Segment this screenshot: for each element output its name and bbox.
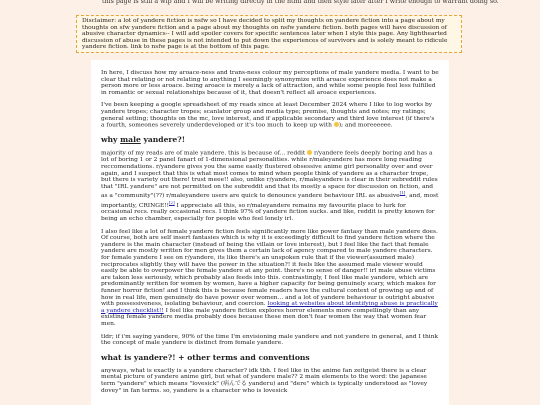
footnote-link-1[interactable]: [1] [399,190,406,196]
reddit-text-c: , and, most importantly, CRINGE!! [101,193,439,209]
abuse-checklist-link[interactable]: looking at websites about identifying abuse is practically a yandere checklist!! [101,301,438,314]
disclaimer-box [76,15,462,53]
heading-why-underlined: male [120,135,141,145]
spreadsheet-paragraph [101,102,439,129]
footnote-link-2[interactable]: [2] [168,199,175,205]
main-content [91,60,449,405]
reddit-text-a: majority of my reads are of male yandere. this is because of... reddit [101,150,308,157]
reddit-text-b: r/yandere feels deeply boring and has a lot of boring 1 or 2 panel fanart of 1-dimensional personalities. while r/maleyandere has more long reading reccomendations. r/yandere gives you the same easily flustered obsessive anime girl personality over and over again, and I suspect that this is what most comes to mind when people think of yandere as a character trope, but there is variety out there! trust meee!! also, unlike r/yandere, r/maleyandere is clear in their subreddit rules that "IRL yandere" are not permitted on the subreddit and that its mostly a space for discussion on fiction, and as a "community"(??) r/maleyandere users are quick to denounce yandere behaviour IRL as abusive [101,150,438,200]
spreadsheet-text-end: ); and moreeeeee. [338,122,393,129]
power-fantasy-paragraph [101,229,439,328]
power-fantasy-text-a: I also feel like a lot of female yandere fiction feels significantly more like power fantasy than male yandere does. Of course, both are self insert fantasies which is why it is exceedingly difficult to find yandere fiction where the yandere is the main character (instead of being the villain or love interest), but I feel like the fact that female yandere are mostly written for men gives them a certain lack of agency compared to male yandere characters. for female yandere I see on r/yandere, its like there's an unspoken rule that if the viewer(assumed male) reciprocates slightly they will have the power in the situation?! it feels like the assumed male viewer would easily be able to overpower the female yandere at any point. there's no sense of danger!! irl male abuse victims are taken less seriously, which probably also feeds into this. contrastingly, I feel like male yandere, which are predominantly written for women by women, have a higher capacity for being genuinely scary, which makes for funner horror fiction! and I think this is because female readers have the cultural context of growing up and of how in real life, men genuinely do have power over women... and a lot of yandere behaviour is outright abusive with possessiveness, isolating behaviour, and coercion. [101,228,438,308]
heading-what-is-yandere: what is yandere?! + other terms and conventions [101,352,310,362]
top-note-text: this page is still a wip and I will be writing directly in the html and then style later after I write enough to warrant doing so. [102,0,499,5]
disclaimer-text: Disclaimer: a lot of yandere fiction is nsfw so I have decided to split my thoughts on yandere fiction into a page about my thoughts on sfw yandere fiction and a page about my thoughts on nsfw yandere fiction. both pages will have discussion of abusive character dynamics-- I will add spoiler covers for specific sentences later when I style this page. Any lighthearted discussion of abuse in these pages is not intended to put down the experiences of survivors and is solely meant to ridicule yandere fiction. link to nsfw page is at the bottom of this page. [82,18,448,50]
tldr-paragraph: tldr; if i'm saying yandere, 90% of the time I'm envisioning male yandere and not yandere in general, and I think the concept of male yandere is distinct from female yandere. [101,333,439,347]
top-note [0,0,540,8]
spreadsheet-text: I've been keeping a google spreadsheet of my reads since at least December 2024 where I like to log works by yandere tropes; character tropes; scanlator group and media type; premise, thoughts and notes; my ratings; general setting; thoughts on the mc, love interest, and if applicable secondary and third love interest (if there's a fourth, someones severely underdeveloped or it's too much to keep up with [101,102,435,129]
intro-paragraph: In here, I discuss how my aroace-ness and trans-ness colour my perceptions of male yandere media. I want to be clear that relating or not relating to anything I seemingly synonymize with aroace experience does not make a person more or less aroace. being aroace is merely a lack of attraction, and while some people feel less fulfilled in romantic or sexual relationships because of it, that doesn't reflect all aroace experiences. [101,70,439,96]
definition-paragraph: anyways, what is exactly is a yandere character? idk tbh. I feel like in the anime fan zeitgeist there is a clear mental picture of yandere anime girl, but what of yandere male?? 2 main elements to the word: the japanese term "yandere" which means "lovesick" (病んでる yanderu) and "dere" which is typically understood as "lovey dovey" in fan terms. so, yandere is a character who is lovesick [101,367,428,394]
heading-why-pre: why [101,135,121,145]
heading-why-male-yandere [101,135,439,144]
power-fantasy-text-b: I feel like male yandere fiction explores horror elements more compellingly than any existing female yandere media probably does because these men don't fear women the way that women fear men. [101,307,427,327]
reddit-paragraph [101,150,439,222]
heading-why-post: yandere?! [140,135,186,145]
reddit-text-d: I appreciate all this, so r/maleyandere remains my favourite place to lurk for occasional recs. really occasional recs. I think 97% of yandere fiction sucks. and like, reddit is pretty known for being an echo chamber, especially for people who feel lonely irl. [101,202,435,223]
